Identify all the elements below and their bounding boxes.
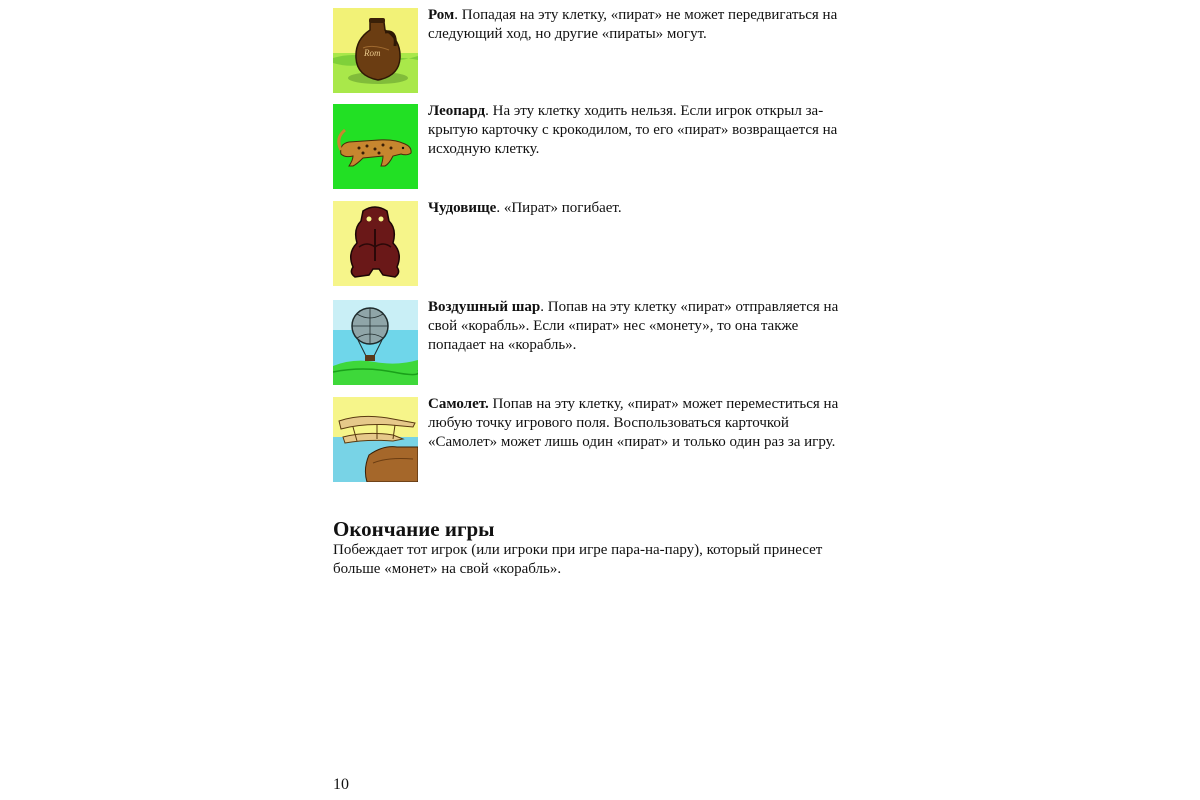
card-description (428, 395, 858, 452)
monster-icon (333, 201, 418, 286)
card-description (428, 102, 858, 159)
card-title: Леопард (428, 103, 486, 119)
leopard-icon (333, 104, 418, 189)
hot-air-balloon-icon (333, 300, 418, 385)
card-description (428, 298, 858, 355)
card-leopard (333, 104, 858, 194)
card-text: . Попадая на эту клетку, «пират» не может передвигаться на следующий ход, но другие «пираты» могут. (428, 7, 838, 42)
card-title: Ром (428, 7, 455, 23)
card-title: Чудовище (428, 200, 497, 216)
airplane-icon (333, 397, 418, 482)
card-text: . На эту клетку ходить нельзя. Если игрок открыл закрытую карточку с крокодилом, то его «пират» возвращается на исходную клетку. (428, 103, 838, 157)
card-monster (333, 201, 858, 291)
card-rum (333, 8, 858, 98)
card-description (428, 6, 858, 44)
section-text: Побеждает тот игрок (или игроки при игре пара-на-пару), который принесет больше «монет» на свой «корабль». (333, 542, 823, 577)
card-title: Самолет. (428, 396, 489, 412)
section-title: Окончание игры (333, 517, 495, 541)
document-page (333, 0, 858, 800)
rum-jug-icon (333, 8, 418, 93)
card-title: Воздушный шар (428, 299, 541, 315)
card-text: Попав на эту клетку, «пират» может переместиться на любую точку игрового поля. Воспользоваться карточкой «Самолет» может лишь один «пират» и только один раз за игру. (428, 396, 839, 450)
card-airplane (333, 397, 858, 487)
rum-jug-label: Rom (364, 48, 381, 58)
card-text: . Попав на эту клетку «пират» отправляется на свой «корабль». Если «пират» нес «монету», то она также попадает на «корабль». (428, 299, 839, 353)
page-number: 10 (333, 776, 349, 793)
card-description (428, 199, 858, 218)
card-balloon (333, 300, 858, 390)
card-text: . «Пират» погибает. (496, 200, 622, 216)
